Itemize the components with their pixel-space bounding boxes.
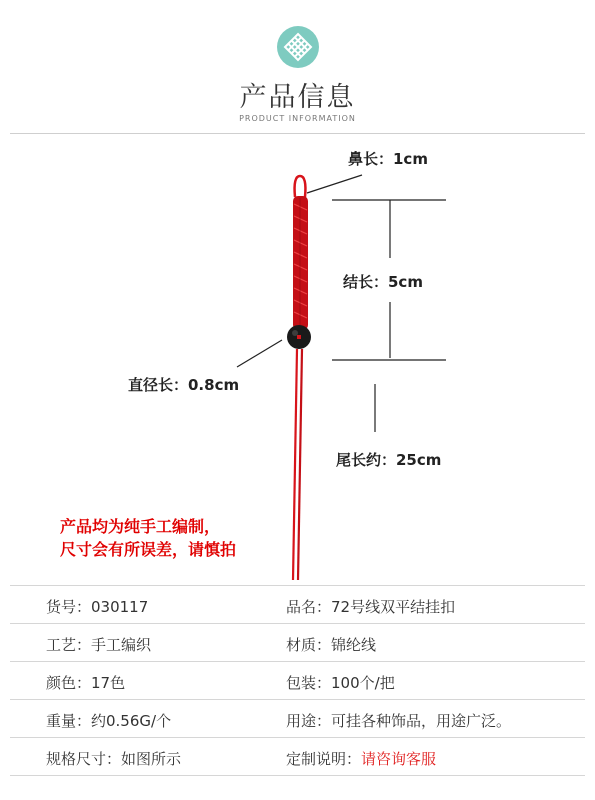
spec-table bbox=[10, 585, 585, 776]
note-line-1: 产品均为纯手工编制， bbox=[60, 517, 221, 536]
chinese-knot-icon bbox=[276, 25, 320, 69]
spec-color: 颜色：17色 bbox=[46, 674, 126, 692]
spec-customization: 定制说明：请咨询客服 bbox=[286, 750, 437, 768]
header-divider bbox=[10, 133, 585, 134]
spec-product-name: 品名：72号线双平结挂扣 bbox=[286, 598, 456, 616]
spec-item-no: 货号：030117 bbox=[46, 598, 149, 616]
tail-cord-right bbox=[298, 349, 302, 580]
spec-row bbox=[10, 737, 585, 776]
nose-pointer-line bbox=[307, 175, 362, 193]
handmade-note bbox=[60, 515, 236, 561]
contact-service-text: 请咨询客服 bbox=[361, 750, 437, 768]
tail-length-label: 尾长约：25cm bbox=[336, 451, 442, 469]
spec-row bbox=[10, 623, 585, 661]
page-title: 产品信息 bbox=[239, 82, 356, 113]
cord-loop bbox=[295, 176, 306, 197]
diameter-label: 直径长：0.8cm bbox=[128, 376, 240, 394]
page-subtitle: PRODUCT INFORMATION bbox=[239, 114, 356, 123]
spec-packaging: 包装：100个/把 bbox=[286, 674, 395, 692]
nose-length-label: 鼻长：1cm bbox=[348, 150, 428, 168]
tail-cord-left bbox=[293, 349, 297, 580]
spec-weight: 重量：约0.56G/个 bbox=[46, 712, 172, 730]
note-line-2: 尺寸会有所误差，请慎拍 bbox=[60, 540, 237, 559]
spec-usage: 用途：可挂各种饰品，用途广泛。 bbox=[286, 712, 512, 730]
product-illustration bbox=[0, 140, 595, 580]
spec-craft: 工艺：手工编织 bbox=[46, 636, 152, 654]
spec-row bbox=[10, 699, 585, 737]
spec-row bbox=[10, 661, 585, 699]
diameter-pointer-line bbox=[237, 340, 282, 367]
spec-row bbox=[10, 585, 585, 623]
spec-size: 规格尺寸：如图所示 bbox=[46, 750, 182, 768]
knot-length-label: 结长：5cm bbox=[343, 273, 423, 291]
spec-material: 材质：锦纶线 bbox=[286, 636, 377, 654]
